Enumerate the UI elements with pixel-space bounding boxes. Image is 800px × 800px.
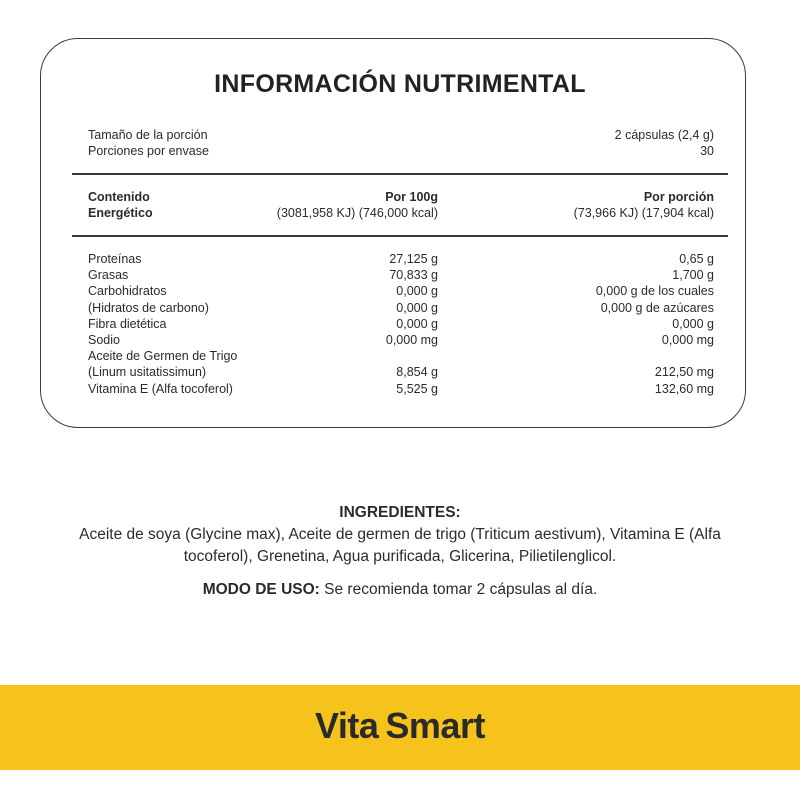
- nutrient-per100: 27,125 g: [389, 252, 438, 266]
- nutrient-name: Carbohidratos: [88, 284, 167, 299]
- brand-logo: [0, 705, 800, 747]
- nutrient-name: (Linum usitatissimun): [88, 365, 207, 380]
- divider-bottom: [72, 235, 728, 237]
- nutrient-name: (Hidratos de carbono): [88, 300, 209, 315]
- per100-energy: (3081,958 KJ) (746,000 kcal): [276, 206, 438, 220]
- nutrient-per-serving: 0,000 g: [672, 316, 714, 331]
- nutrient-per100: 0,000 g: [396, 284, 438, 299]
- nutrient-per-serving: 212,50 mg: [654, 365, 714, 380]
- usage-text: Se recomienda tomar 2 cápsulas al día.: [324, 581, 598, 598]
- nutrient-name: Sodio: [88, 332, 120, 347]
- ingredients-line-2: tocoferol), Grenetina, Agua purificada, Glicerina, Pilietilenglicol.: [183, 548, 617, 565]
- nutrient-row: [88, 332, 714, 348]
- brand-logo-part2: Smart: [385, 705, 485, 746]
- nutrient-row: [88, 300, 714, 316]
- nutrient-row: [88, 251, 714, 267]
- nutrient-per-serving: 0,000 g de los cuales: [595, 284, 714, 299]
- nutrient-name: Aceite de Germen de Trigo: [88, 349, 238, 364]
- nutrient-per-serving: 132,60 mg: [654, 381, 714, 396]
- usage-section: [0, 581, 800, 599]
- nutrient-per100: 8,854 g: [396, 365, 438, 380]
- nutrient-row: [88, 381, 714, 397]
- per-serving-heading: Por porción: [643, 190, 714, 204]
- per-serving-energy: (73,966 KJ) (17,904 kcal): [573, 206, 714, 220]
- serving-size-label: Tamaño de la porción: [88, 128, 208, 142]
- nutrient-row: [88, 364, 714, 380]
- usage-heading: MODO DE USO:: [202, 581, 320, 598]
- divider-top: [72, 173, 728, 175]
- nutrient-name: Vitamina E (Alfa tocoferol): [88, 381, 233, 396]
- ingredients-line-1: Aceite de soya (Glycine max), Aceite de germen de trigo (Triticum aestivum), Vitamina E (Alfa: [79, 526, 721, 543]
- nutrient-per100: 5,525 g: [396, 381, 438, 396]
- nutrient-per100: 0,000 g: [396, 316, 438, 331]
- nutrient-name: Proteínas: [88, 252, 142, 266]
- nutrient-name: Fibra dietética: [88, 316, 167, 331]
- nutrient-row: [88, 283, 714, 299]
- nutrient-row: [88, 316, 714, 332]
- nutrient-table: [88, 251, 714, 397]
- nutrient-row: [88, 348, 714, 364]
- brand-logo-part1: Vita: [315, 705, 379, 746]
- nutrition-title: INFORMACIÓN NUTRIMENTAL: [214, 70, 586, 98]
- servings-per-pack-label: Porciones por envase: [88, 144, 209, 158]
- energy-label-line1: Contenido: [88, 190, 150, 204]
- nutrient-per100: 0,000 mg: [385, 332, 438, 347]
- nutrient-per-serving: 0,000 g de azúcares: [600, 300, 714, 315]
- ingredients-section: [40, 502, 760, 568]
- energy-label-line2: Energético: [88, 206, 153, 220]
- nutrient-per100: 70,833 g: [389, 268, 438, 283]
- nutrient-per-serving: 0,65 g: [679, 252, 714, 266]
- ingredients-heading: INGREDIENTES:: [339, 504, 461, 521]
- nutrient-row: [88, 267, 714, 283]
- nutrient-name: Grasas: [88, 268, 129, 283]
- nutrient-per-serving: 1,700 g: [672, 268, 714, 283]
- servings-per-pack-value: 30: [700, 144, 714, 158]
- nutrient-per100: 0,000 g: [396, 300, 438, 315]
- serving-size-value: 2 cápsulas (2,4 g): [614, 128, 714, 142]
- per100-heading: Por 100g: [385, 190, 438, 204]
- nutrient-per-serving: 0,000 mg: [661, 332, 714, 347]
